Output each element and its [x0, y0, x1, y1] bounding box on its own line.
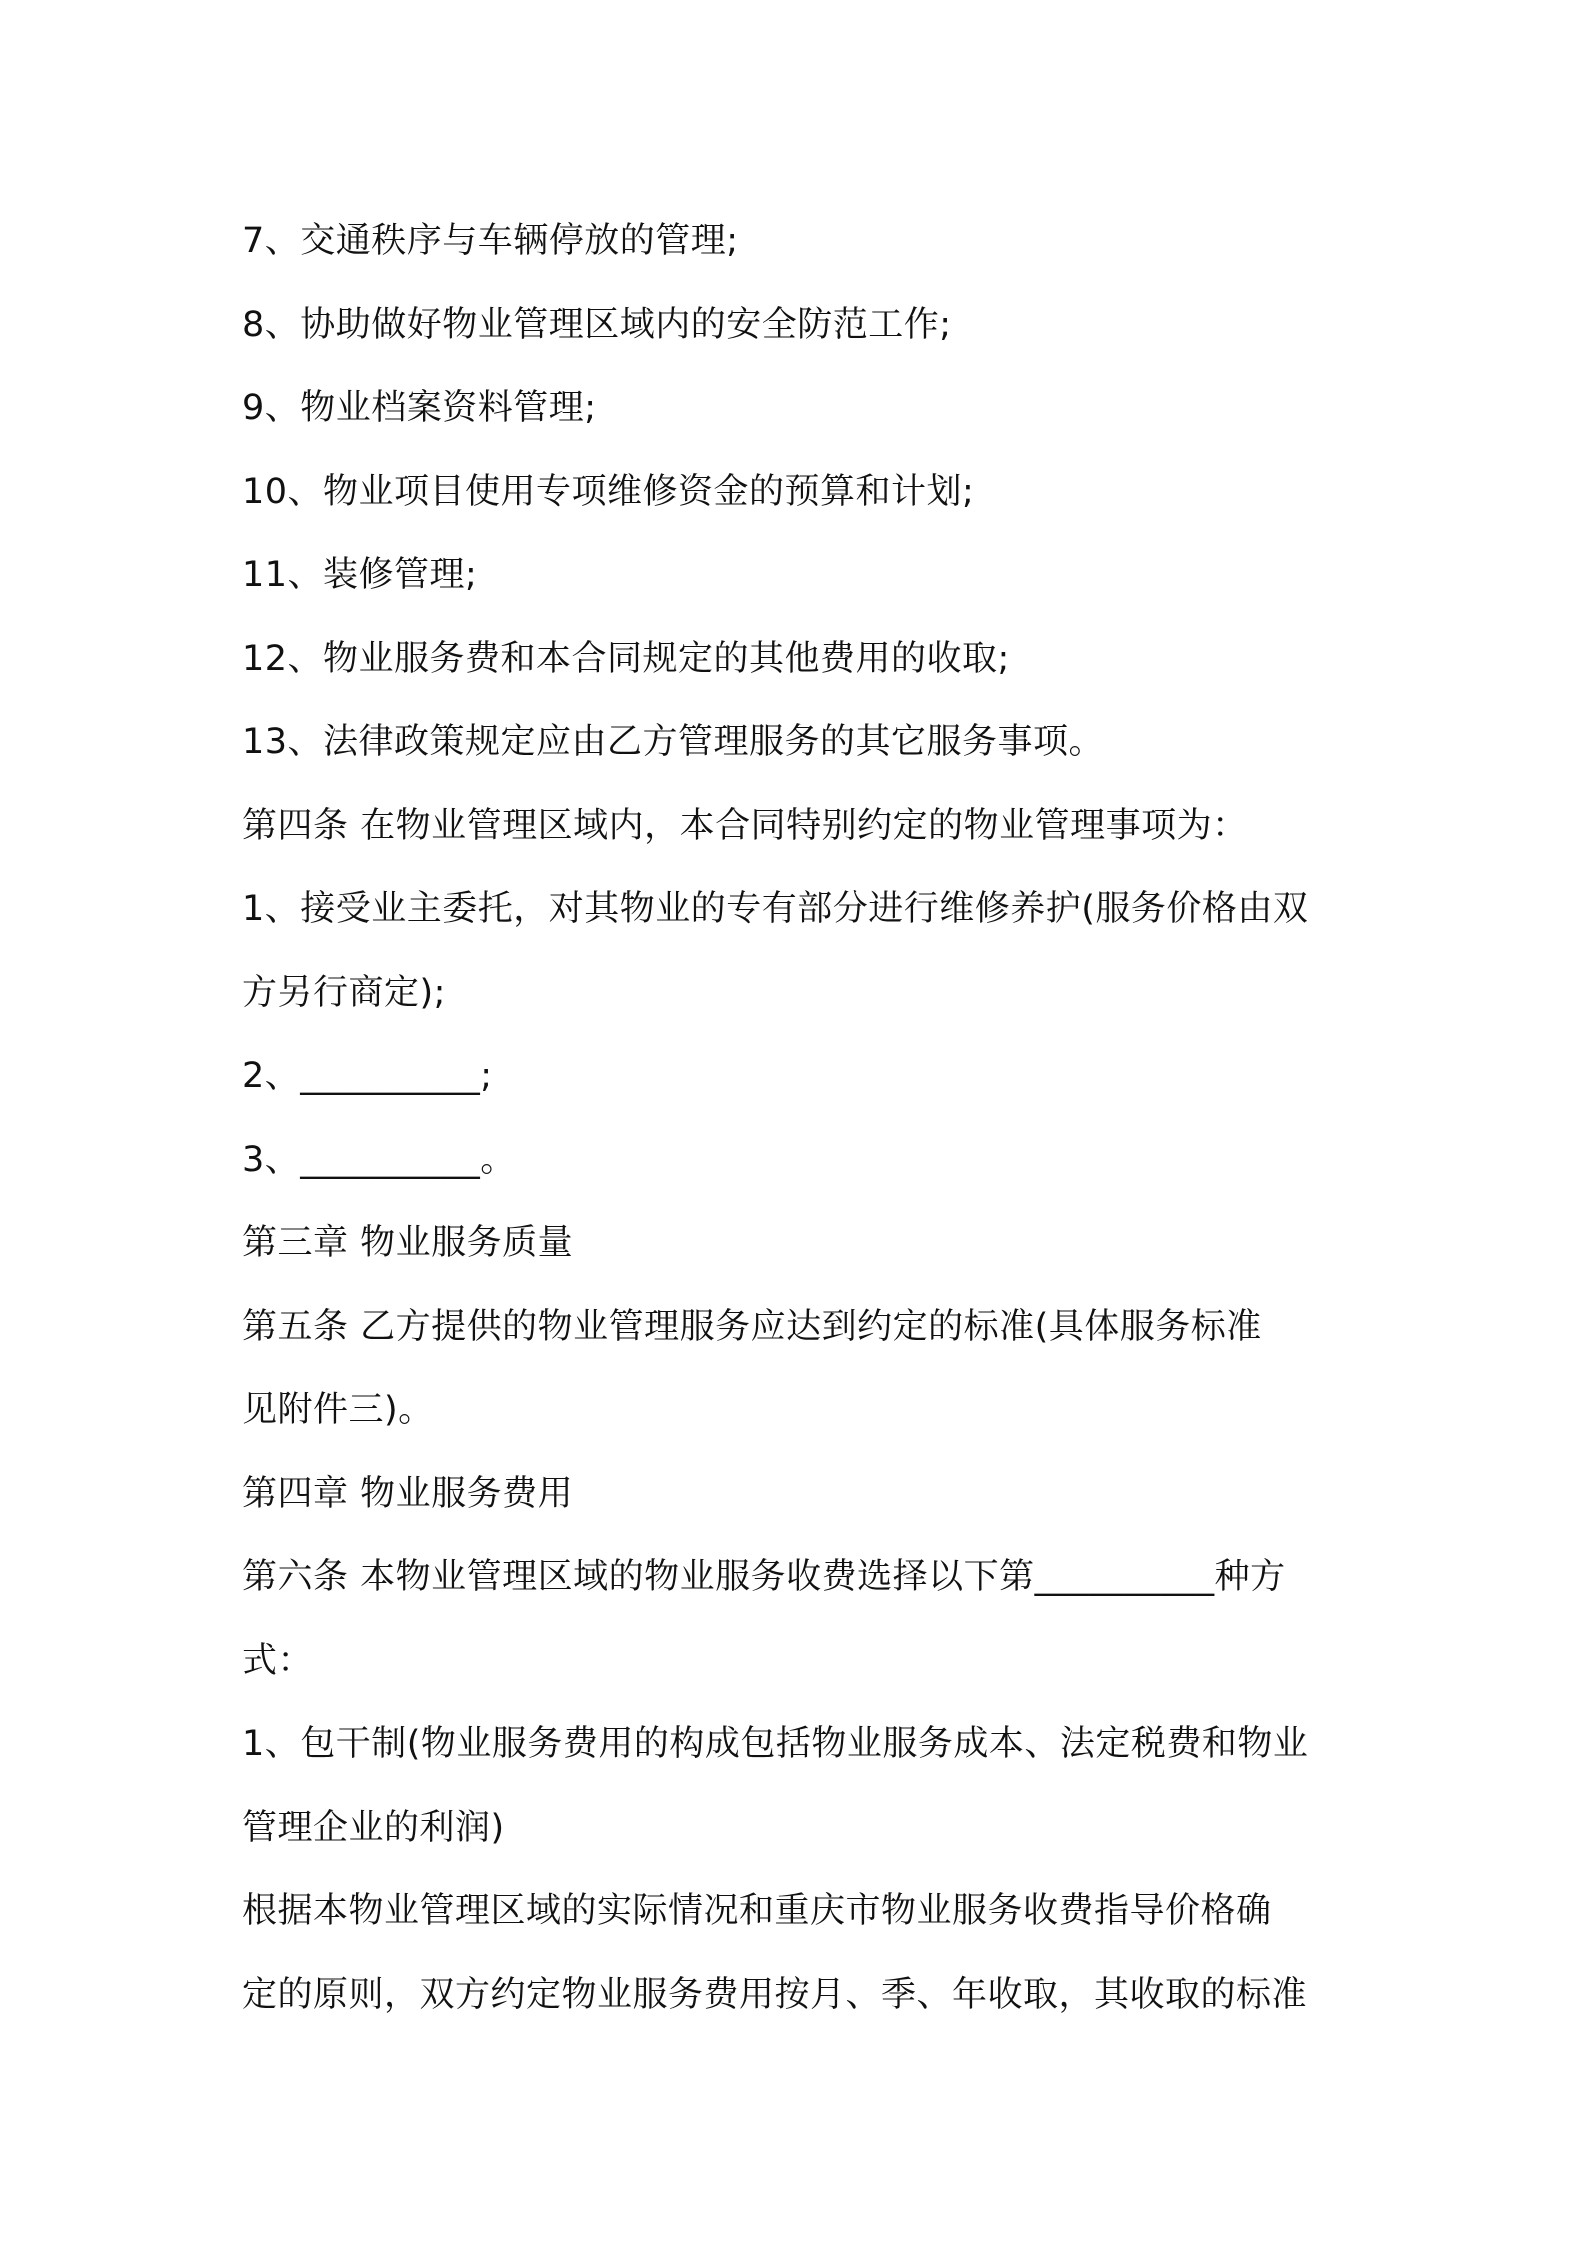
chapter-4-heading: 第四章 物业服务费用	[242, 1473, 574, 1514]
list-item-8: 8、协助做好物业管理区域内的安全防范工作;	[242, 304, 952, 345]
article-6-line-1: 第六条 本物业管理区域的物业服务收费选择以下第__________种方	[242, 1557, 1286, 1597]
list-item-12: 12、物业服务费和本合同规定的其他费用的收取;	[242, 638, 1010, 679]
article-5-line-1: 第五条 乙方提供的物业管理服务应达到约定的标准(具体服务标准	[242, 1306, 1262, 1347]
article-4-heading: 第四条 在物业管理区域内，本合同特别约定的物业管理事项为：	[242, 805, 1248, 846]
list-item-10: 10、物业项目使用专项维修资金的预算和计划;	[242, 471, 975, 512]
chapter-3-heading: 第三章 物业服务质量	[242, 1223, 574, 1263]
paragraph-line-1: 根据本物业管理区域的实际情况和重庆市物业服务收费指导价格确	[242, 1891, 1272, 1931]
article-4-item-2: 2、__________;	[242, 1056, 493, 1096]
document-body	[242, 200, 1362, 2037]
article-6-item-1-line-2: 管理企业的利润)	[242, 1807, 505, 1848]
article-4-item-1-line-1: 1、接受业主委托，对其物业的专有部分进行维修养护(服务价格由双	[242, 889, 1309, 929]
article-4-item-3: 3、__________。	[242, 1139, 516, 1180]
article-4-item-1-line-2: 方另行商定);	[242, 972, 446, 1013]
list-item-7: 7、交通秩序与车辆停放的管理;	[242, 221, 739, 261]
paragraph-line-2: 定的原则，双方约定物业服务费用按月、季、年收取，其收取的标准	[242, 1974, 1308, 2015]
list-item-9: 9、物业档案资料管理;	[242, 388, 597, 428]
article-6-item-1-line-1: 1、包干制(物业服务费用的构成包括物业服务成本、法定税费和物业	[242, 1724, 1309, 1764]
article-6-line-2: 式：	[242, 1640, 314, 1681]
list-item-13: 13、法律政策规定应由乙方管理服务的其它服务事项。	[242, 722, 1105, 762]
list-item-11: 11、装修管理;	[242, 555, 478, 595]
article-5-line-2: 见附件三)。	[242, 1390, 434, 1430]
